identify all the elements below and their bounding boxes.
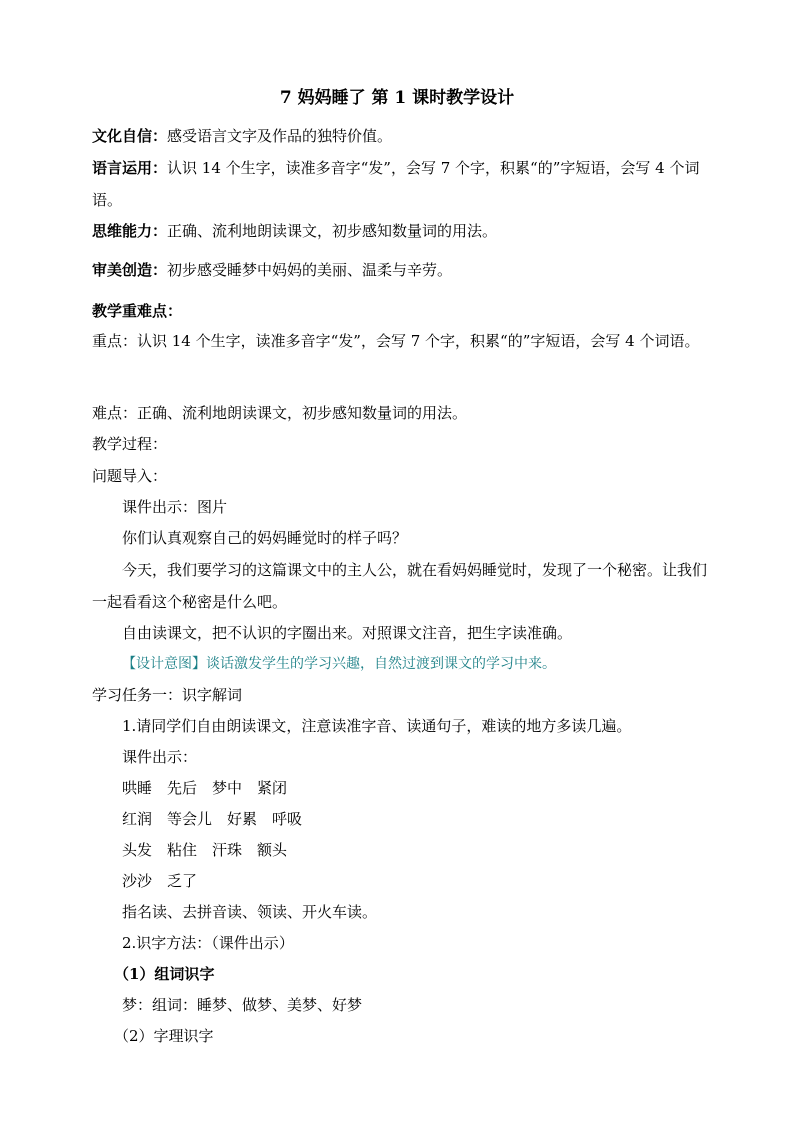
goal-text: 初步感受睡梦中妈妈的美丽、温柔与辛劳。 bbox=[167, 261, 453, 279]
goal-label: 文化自信： bbox=[92, 127, 168, 145]
word-list-row: 沙沙 乏了 bbox=[122, 872, 198, 890]
intro-line: 课件出示：图片 bbox=[122, 498, 228, 516]
goal-language bbox=[92, 152, 714, 216]
method2-heading: （2）字理识字 bbox=[114, 1027, 214, 1045]
process-heading: 教学过程： bbox=[92, 435, 168, 453]
goal-text: 正确、流利地朗读课文，初步感知数量词的用法。 bbox=[167, 222, 498, 240]
word-list-row: 头发 粘住 汗珠 额头 bbox=[122, 841, 288, 859]
goal-label: 思维能力： bbox=[92, 222, 168, 240]
key-point: 重点：认识 14 个生字，读准多音字“发”，会写 7 个字，积累“的”字短语，会写 4 个词语。 bbox=[92, 332, 700, 350]
goal-text: 认识 14 个生字，读准多音字“发”，会写 7 个字，积累“的”字短语，会写 4 个词语。 bbox=[92, 159, 700, 209]
goal-text: 感受语言文字及作品的独特价值。 bbox=[167, 127, 393, 145]
page-title: 7 妈妈睡了 第 1 课时教学设计 bbox=[279, 88, 515, 108]
method1-example: 梦：组词：睡梦、做梦、美梦、好梦 bbox=[122, 996, 363, 1014]
intro-heading: 问题导入： bbox=[92, 467, 168, 485]
goal-culture bbox=[92, 120, 714, 152]
word-list-row: 哄睡 先后 梦中 紧闭 bbox=[122, 779, 288, 797]
task1-line: 指名读、去拼音读、领读、开火车读。 bbox=[122, 903, 378, 921]
difficult-point: 难点：正确、流利地朗读课文，初步感知数量词的用法。 bbox=[92, 404, 468, 422]
goal-label: 语言运用： bbox=[92, 159, 168, 177]
goal-label: 审美创造： bbox=[92, 261, 168, 279]
design-note: 【设计意图】谈话激发学生的学习兴趣，自然过渡到课文的学习中来。 bbox=[122, 656, 556, 672]
intro-line: 自由读课文，把不认识的字圈出来。对照课文注音，把生字读准确。 bbox=[122, 624, 573, 642]
task1-line: 2.识字方法：（课件出示） bbox=[122, 934, 294, 952]
intro-line: 今天，我们要学习的这篇课文中的主人公，就在看妈妈睡觉时，发现了一个秘密。让我们一起看看这个秘密是什么吧。 bbox=[92, 561, 708, 611]
task1-line: 课件出示： bbox=[122, 748, 198, 766]
method1-heading: （1）组词识字 bbox=[114, 965, 215, 983]
goal-thinking bbox=[92, 215, 714, 247]
key-heading: 教学重难点： bbox=[92, 302, 183, 320]
task1-heading: 学习任务一：识字解词 bbox=[92, 686, 243, 704]
goal-aesthetic bbox=[92, 254, 714, 286]
intro-line: 你们认真观察自己的妈妈睡觉时的样子吗？ bbox=[122, 529, 408, 547]
word-list-row: 红润 等会儿 好累 呼吸 bbox=[122, 810, 303, 828]
task1-line: 1.请同学们自由朗读课文，注意读准字音、读通句子，难读的地方多读几遍。 bbox=[122, 717, 632, 735]
